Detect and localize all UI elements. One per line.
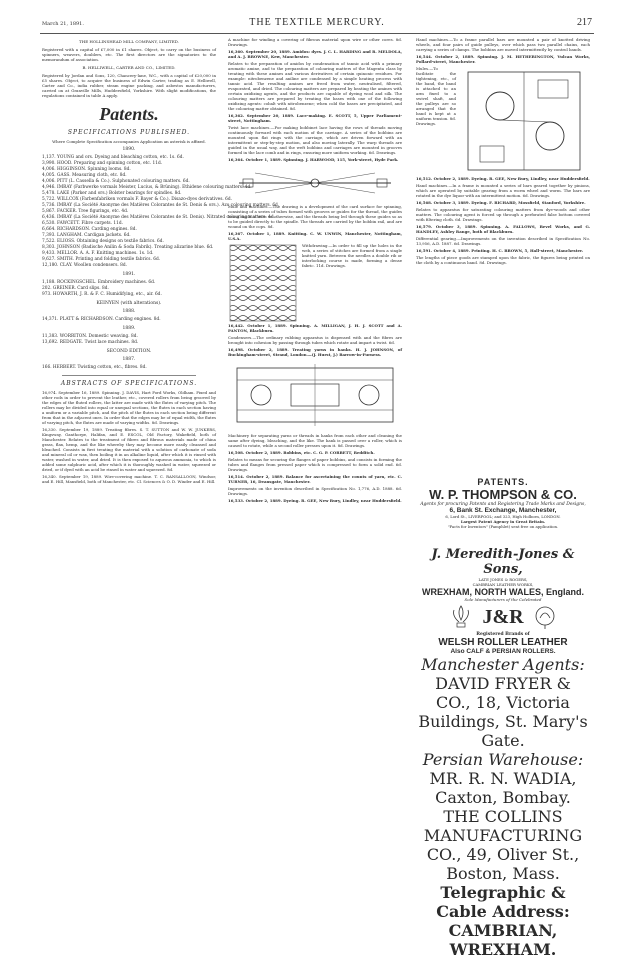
ad2-jr-brand: J&R	[482, 605, 524, 628]
ad2-agents: Manchester Agents:	[421, 655, 585, 674]
patents-1891-list	[42, 280, 216, 298]
print-text: The lengths of piece goods are stamped upon the fabric, the figures being printed on the cloth by a continuous band. 8d. Drawings.	[416, 255, 590, 265]
ad2-persian: Persian Warehouse:	[422, 750, 584, 769]
spin-text: Mule and machines.—The drawing is a development of the card surface for spinning, consisting of a series of tubes formed with grooves or guides for the thread, the guides being made of wire or otherwise, and the threads being led through these guides so as to be guided directly to the spindle. The threads are carried by the bobbin rail, and are wound on the cops. 8d.	[228, 204, 402, 229]
patent-entry: 5,736. IMRAY (La Société Anonyme des Matières Colorantes de St. Denis & ors.). Azo colouring matters. 6d.	[42, 203, 280, 208]
thompson-advert	[416, 477, 590, 529]
patent-entry: 5,478. LAKE (Parker and ors.) Bolster bearings for spindles. 8d.	[42, 191, 182, 196]
specifications-published-heading: SPECIFICATIONS PUBLISHED.	[67, 129, 191, 136]
year-1890: 1890.	[122, 147, 136, 152]
year-1889: 1889.	[122, 326, 136, 331]
patents-1889-list	[42, 334, 216, 346]
fig-caption: Machinery for separating yarns or threads in hanks from each other and cleaning the same after dyeing, bleaching, and the like. The hank is passed over a roller, which is caused to rotate, while a second roller presses upon it. 8d. Drawings.	[228, 433, 402, 448]
spin3-text: Differential gearing.—Improvements on the invention described in Specification No. 13,956, A.D. 1887. 6d. Drawings.	[416, 236, 590, 246]
ad2-late: LATE JONES & ROGERS,	[478, 577, 528, 582]
abstract-body: 16,974. September 16, 1889. Spinning. J. DAVIS, Hart Ford Works, Oldham. Fixed and other rods in order to prevent the leather, etc., covered rollers from being grooved by the edges of the fluted rollers, the latter are made with the flutes of varying pitch. The rollers may be divided into equal or unequal sections, the flutes in each section having a uniform or a variable pitch, and the pitch of the flutes in each section being different from that in the adjacent ones. In order that the edges may be of equal width, the flutes of varying pitch, the flutes are made of varying widths. 8d. Drawings.	[42, 390, 216, 425]
ad2-columb: THE COLLINS MANUFACTURING CO., 49, Oliver St., Boston, Mass.	[423, 807, 583, 883]
prince-of-wales-feathers-icon	[448, 604, 474, 630]
patent-entry: 8,303. JOHNSON (Badische Anilin & Soda Fabrik). Treating alizarine blue. 6d.	[42, 245, 214, 250]
issue-date: March 21, 1891.	[42, 21, 84, 27]
spin2-text: Condensers.—The ordinary rubbing apparatus is dispensed with and the fibres are brought into cohesion by passing through tubes which rotate and impart a twist. 6d.	[228, 335, 402, 345]
ad-address-2: 6, Lord St., LIVERPOOL; and 323, High Holborn, LONDON.	[445, 514, 561, 519]
ad-company-name: W. P. THOMPSON & CO.	[429, 487, 577, 502]
bal-text: Improvements on the invention described in Specification No. 1,776, A.D. 1888. 6d. Drawings.	[228, 486, 402, 496]
spin3-heading: 16,579. October 3, 1889. Spinning. A. FALLOWS, Bevel Works, and G. HANDLEY, Ashley Range, both of Blackburn.	[416, 224, 590, 234]
bob-heading: 16,508. October 2, 1889. Bobbins, etc. C. G. P. CORBETT, Redditch.	[228, 450, 375, 455]
patent-entry: 973. HOWARTH, J. R. & F. C. Humidifying, etc., air. 6d.	[42, 292, 162, 297]
abstract-body-2: 16,330. September 19, 1889. Treating fibres. S. T. SUTTON and W. W. JUNKERS, Kingsway, Ganthorpe, Halifax, and E. ESCOL, Old Factory, Wakefield, both of Manchester. Relates to the treatment of fibres and fibrous materials made of china grass, flax, hemp, and the like whereby they may become more easily cleansed and bleached. Consists in first treating the material with a solution of carbonate of soda and mineral oil or wax, then boiling it in an alkaline liquid, after which it is rinsed with water, washed in water, and dried. It is then exposed to aqueous ammonia, to which is added some sulphuric acid, after which it is thoroughly washed in water, squeezed or dried, or if dyed with an acid be rinsed in water and squeezed. 8d.	[42, 427, 216, 472]
bhell-text: Registered by Jordan and Sons, 120, Chancery-lane, W.C., with a capital of £20,000 in £5 shares. Object, to acquire the business of Edwin Carter, trading as E. Helliwell, Carter and Co., india rubber, steam engine packing, and asbestos manufacturers, carried on at Granville Mills, Huddersfield, Yorkshire. With slight modifications, the regulations contained in table A apply.	[42, 73, 216, 98]
knit-text: Withdrawing.—In order to fill up the holes in the web, a series of stitches are formed from a single knitted yarn. Between the needles a double rib or interlocking course is made, forming a dense fabric. 11d. Drawings.	[302, 243, 402, 268]
lace-text: Twist lace machines.—For making bobbinet lace having the rows of threads moving continuously forward with each motion of the carriage. A series of the bobbins are mounted upon flat rings with the carriage, which are driven forward with an intermittent or step-by-step motion, and also moving laterally. The warp threads are guided in the usual way, and the weft bobbins and carriages are mounted in grooves formed in the lace comb and in rings, ensuring more uniform working. 6d. Drawings.	[228, 125, 402, 155]
patent-entry: 7,522. ELIOSS. Obtaining designs on textile fabrics. 6d.	[42, 239, 164, 244]
knit-block	[228, 243, 402, 323]
patent-entry: 12,180. CLAY. Woollen condensers. 8d.	[42, 263, 127, 268]
year-1888: 1888.	[122, 309, 136, 314]
patent-entry: 4,005. GASS. Measuring cloth, etc. 8d.	[42, 173, 127, 178]
ad2-works: CAMBRIAN LEATHER WORKS,	[472, 582, 534, 587]
ad2-also: Also CALF & PERSIAN ROLLERS.	[450, 648, 556, 655]
patent-entry: 4,946. IMRAY (Farbwerke vormals Meister, Lucius, & Brüning). Ethidene colouring matters. 4d.	[42, 185, 252, 190]
dye2-heading: 16,568. October 3, 1889. Dyeing. F. RICHARD, Mossfield, Stanford, Yorkshire.	[416, 200, 586, 205]
patents-1890-list	[42, 155, 280, 269]
patents-1888-list	[42, 317, 216, 323]
column-right	[416, 37, 590, 959]
ad2-david: DAVID FRYER & CO., 18, Victoria Buildings, St. Mary's Gate.	[418, 674, 588, 750]
patent-entry: 166. HERBERT. Twisting cotton, etc., fibres. 8d.	[42, 365, 147, 370]
company-heading: THE HOLLINSHEAD MILL COMPANY, LIMITED.	[79, 39, 179, 44]
newspaper-page	[40, 15, 594, 959]
ad-address: 6, Bank St. Exchange, Manchester,	[449, 507, 557, 514]
intro-text: A machine for winding a covering of fibrous material upon wire or other cores. 8d. Drawings.	[228, 37, 402, 47]
patents-title: Patents.	[99, 104, 159, 124]
knitted-fabric-figure	[228, 243, 298, 323]
year-1891: 1891.	[122, 272, 136, 277]
ad2-emblem-row	[416, 604, 590, 630]
bhell-heading: B. HELLIWELL, CARTER AND CO., LIMITED.	[82, 65, 176, 70]
patent-entry: 6,436. IMRAY (La Société Anonyme des Matières Colorantes de St. Denis). Nitrated colouring matters. 4d.	[42, 215, 275, 220]
page-number: 217	[577, 17, 592, 28]
company-text: Registered with a capital of £7,000 in £1 shares. Object, to carry on the business of spinners, weavers, doublers, etc. The first directors are the signatories to the memorandum of association.	[42, 47, 216, 62]
publication-title: THE TEXTILE MERCURY.	[249, 17, 385, 28]
ad2-sole: Sole Manufacturers of the Celebrated	[464, 597, 542, 602]
patent-entry: 202. GREINER. Card slips. 8d.	[42, 286, 109, 291]
amid-text: Relates to the preparation of amidos by condensation of tannic acid with a primary aromatic amine, and to the preparation of colouring matters of the Magenta class by treating with these amines and various derivatives of certain quinonic residues. For example: nitrobenzene and aniline are condensed by a simple heating process with tannic acid. The resulting amines are freed from water, neutralised, filtered, evaporated, and dried. The colouring matters are prepared by heating the amines with certain oxidizing agents, and the products are capable of dyeing wool and silk. The colouring matters are prepared by treating the bases with one of the following oxidizing agents: cobalt with nitrobenzene; when cold the bases are precipitated, and the colouring matter obtained. 8d.	[228, 61, 402, 111]
mule-text: Mules.—To facilitate the tightening, etc., of the band, the band is attached to an arm fixed to a swivel shaft, and the pulleys are so arranged that the band is kept at a uniform tension. 8d. Drawings.	[416, 66, 456, 126]
yarn-heading: 16,498. October 2, 1889. Treating yarns in hanks. H. J. JOHNSON, of Buckingham-street, Strand, London.—(J. Hurst, J.) Barrow-in-Furness.	[228, 347, 402, 357]
dye-text: Hand machines.—In a frame is mounted a series of bars geared together by pinions, which are operated by suitable gearing from a worm wheel and worm. The bars are rotated in the dye liquor with an intermittent motion. 6d. Drawings.	[416, 183, 590, 198]
patent-entry: 5,722. WILLCOX (Farbenfabriken vormals F. Bayer & Co.). Disazo-dyes derivatives. 6d.	[42, 197, 232, 202]
abstract-body-3: 16,340. September 19, 1889. Wire-covering machine. T. C. RANSALLOON, Windsor, and E. Hill, Mansfield, both of Manchester, etc. Cl. Sciences & O. D. Winder and E. Hill.	[42, 474, 216, 484]
print-heading: 16,591. October 4, 1889. Printing. H. C. BROWN, 5, Hall-street, Manchester.	[416, 248, 584, 253]
spinning-machine-figure	[235, 165, 395, 201]
patent-entry: 6,664. RICHARDSON. Carding engines. 8d.	[42, 227, 137, 232]
abstracts-heading: ABSTRACTS OF SPECIFICATIONS.	[60, 380, 198, 387]
dye-heading-right: 16,512. October 2, 1889. Dyeing. R. GEE, New Bury, Lindley, near Huddersfield.	[416, 176, 590, 181]
patent-entry: 3,990. HOOD. Preparing and spinning cotton, etc. 11d.	[42, 161, 163, 166]
ad2-tele: Telegraphic & Cable Address: CAMBRIAN, WREXHAM.	[436, 883, 570, 959]
patent-entry: 13,692. REDGATE. Twist lace machines. 8d.	[42, 340, 139, 345]
top-text: Hand machines.—To a frame parallel bars are mounted a pair of knotted driving wheels, and four pairs of guide pulleys, over which pass two parallel chains, each carrying a series of clamps. The bobbins are moved intermittently by control bands.	[416, 37, 590, 52]
patent-entry: 4,006. HIGGINSON. Spinning looms. 8d.	[42, 167, 131, 172]
ad2-company: J. Meredith-Jones & Sons,	[431, 547, 575, 577]
patent-entry: 7,393. LANGHAM. Cardigan jackets. 6d.	[42, 233, 131, 238]
divider	[62, 375, 196, 376]
spin2-heading: 16,442. October 1, 1889. Spinning. A. MILLIGAN, J. H. J. SCOTT and A. PANTON, Blackburn.	[228, 323, 402, 333]
lace-heading: 16,362. September 20, 1889. Lace-making. E. SCOTT, 5, Upper Parliament-street, Nottingham.	[228, 113, 402, 123]
amid-heading: 16,360. September 20, 1889. Amidos: dyes. J. C. L. HARDING and R. MELDOLA, and A. J. BROWNE, Kew, Manchester.	[228, 49, 402, 59]
ad-facts: "Facts for Inventors" (Pamphlet) sent free on application.	[447, 524, 559, 529]
dye-heading: 16,533. October 2, 1889. Dyeing. R. GEE, New Bury, Lindley, near Huddersfield.	[228, 498, 402, 503]
mule-figure	[460, 66, 588, 176]
bob-text: Relates to means for securing the flanges of paper bobbins, and consists in forming the tubes and flanges from pressed paper which is compressed to form a solid end. 6d. Drawings.	[228, 457, 402, 472]
patent-entry: 4,006. PITT (L. Cassella & Co.). Sulphonated colouring matters. 6d.	[42, 179, 190, 184]
ad2-wrexham: WREXHAM, NORTH WALES, England.	[422, 587, 584, 597]
spec-note: Where Complete Specification accompanies Application an asterisk is affixed.	[52, 139, 206, 144]
patent-entry: 9,433. MELLOR. A. A. F. Knitting machines. 1s. 1d.	[42, 251, 154, 256]
meredith-jones-advert	[416, 547, 590, 959]
patents-1887-list	[42, 365, 216, 371]
ad2-reg: Registered Brands of	[476, 632, 530, 637]
rooster-emblem-icon	[532, 604, 558, 630]
ad2-wadia: MR. R. N. WADIA, Caxton, Bombay.	[429, 769, 577, 807]
patent-entry: 9,627. SMITH. Printing and folding textile fabrics. 6d.	[42, 257, 161, 262]
ad2-welsh: WELSH ROLLER LEATHER	[438, 637, 568, 648]
patent-entry: 1,188. ROCKINGSCHEL. Embroidery machines. 6d.	[42, 280, 156, 285]
second-edition-heading: SECOND EDITION.	[106, 349, 152, 354]
ad-subtitle: Agents for procuring Patents and Registering Trade Marks and Designs,	[420, 502, 586, 507]
dye2-text: Relates to apparatus for saturating colouring matters from dye-woods and other matters. The colouring agent is forced up through a perforated false bottom covered with filtering cloth. 6d. Drawings.	[416, 207, 590, 222]
column-middle	[228, 37, 402, 801]
patent-entry: 5,867. FACKER. Tree figurings, etc. 4d.	[42, 209, 129, 214]
page-header	[40, 15, 594, 34]
hank-machine-figure	[231, 360, 399, 430]
spin-heading-right: 16,544. October 2, 1889. Spinning. J. M. HETHERINGTON, Vulcan Works, Pollard-street, Manchester.	[416, 54, 590, 64]
ad-largest: Largest Patent Agency in Great Britain.	[460, 519, 546, 524]
column-left	[42, 37, 280, 801]
patent-entry: 1,137. YOUNG and ors. Dyeing and bleaching cotton, etc. 1s. 6d.	[42, 155, 184, 160]
patent-entry: 14,371. PLATT & RICHARDSON. Carding engines. 8d.	[42, 317, 161, 322]
patent-entry: 6,530. FAWCETT. Fibre carpets. 11d.	[42, 221, 123, 226]
year-1887: 1887.	[122, 357, 136, 362]
mule-block	[416, 66, 590, 176]
bal-heading: 16,514. October 2, 1889. Balance for ascertaining the counts of yarn, etc. C. TURNER, 16, Deansgate, Manchester.	[228, 474, 402, 484]
knit-heading: 16,367. October 1, 1889. Knitting. C. W. UNWIN, Manchester, Nottingham, U.S.A.	[228, 231, 402, 241]
ad-patents: PATENTS.	[477, 477, 529, 487]
spin-heading: 16,364. October 1, 1889. Spinning. J. HARWOOD, 115, York-street, Hyde Park.	[228, 157, 399, 162]
keinyen-heading: KEINYEN (with alterations).	[96, 301, 162, 306]
patent-entry: 11,383. WORRITON. Domestic weaving. 8d.	[42, 334, 138, 339]
